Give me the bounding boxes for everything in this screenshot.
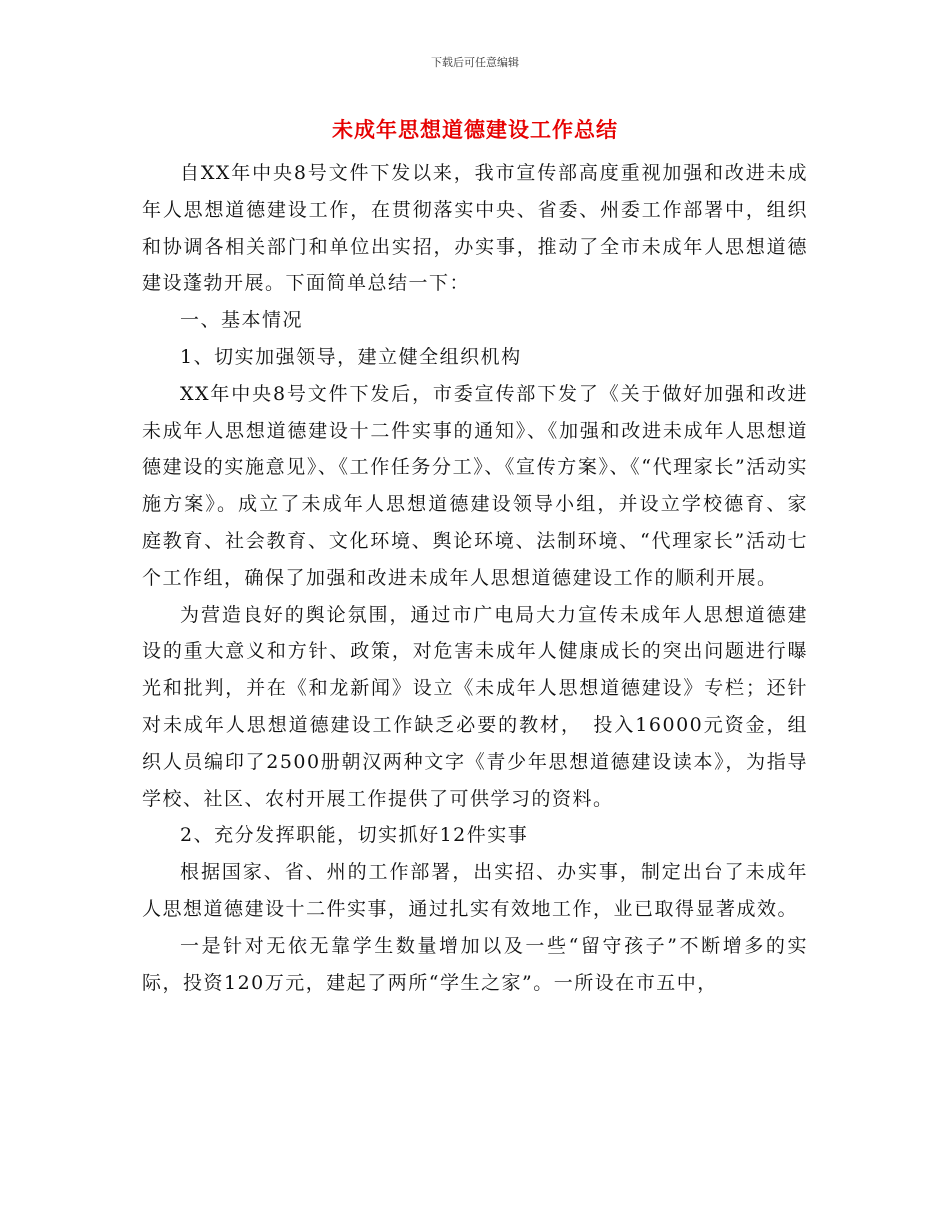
document-title: 未成年思想道德建设工作总结: [332, 117, 618, 142]
paragraph-intro: 自XX年中央8号文件下发以来，我市宣传部高度重视加强和改进未成年人思想道德建设工作，在贯彻落实中央、省委、州委工作部署中，组织和协调各相关部门和单位出实招，办实事，推动了全市未成年人思想道德建设蓬勃开展。下面简单总结一下：: [142, 162, 808, 295]
paragraph-tasks: 根据国家、省、州的工作部署，出实招、办实事，制定出台了未成年人思想道德建设十二件实事，通过扎实有效地工作，业已取得显著成效。: [142, 861, 808, 920]
section-heading-basic: 一、基本情况: [180, 309, 304, 332]
paragraph-leadership: XX年中央8号文件下发后，市委宣传部下发了《关于做好加强和改进未成年人思想道德建设十二件实事的通知》、《加强和改进未成年人思想道德建设的实施意见》、《工作任务分工》、《宣传方案》、《“代理家长”活动实施方案》。成立了未成年人思想道德建设领导小组，并设立学校德育、家庭教育、社会教育、文化环境、舆论环境、法制环境、“代理家长”活动七个工作组，确保了加强和改进未成年人思想道德建设工作的顺利开展。: [142, 382, 808, 589]
paragraph-publicity: 为营造良好的舆论氛围，通过市广电局大力宣传未成年人思想道德建设的重大意义和方针、政策，对危害未成年人健康成长的突出问题进行曝光和批判，并在《和龙新闻》设立《未成年人思想道德建设》专栏；还针对未成年人思想道德建设工作缺乏必要的教材， 投入16000元资金，组织人员编印了2500册朝汉两种文字《青少年思想道德建设读本》，为指导学校、社区、农村开展工作提供了可供学习的资料。: [142, 603, 808, 810]
paragraph-student-homes: 一是针对无依无靠学生数量增加以及一些“留守孩子”不断增多的实际，投资120万元，建起了两所“学生之家”。一所设在市五中，: [142, 934, 808, 994]
document-body: [142, 155, 808, 1001]
header-note: 下载后可任意编辑: [431, 56, 519, 69]
subheading-leadership: 1、切实加强领导，建立健全组织机构: [180, 345, 522, 368]
subheading-twelve-tasks: 2、充分发挥职能，切实抓好12件实事: [180, 824, 529, 847]
